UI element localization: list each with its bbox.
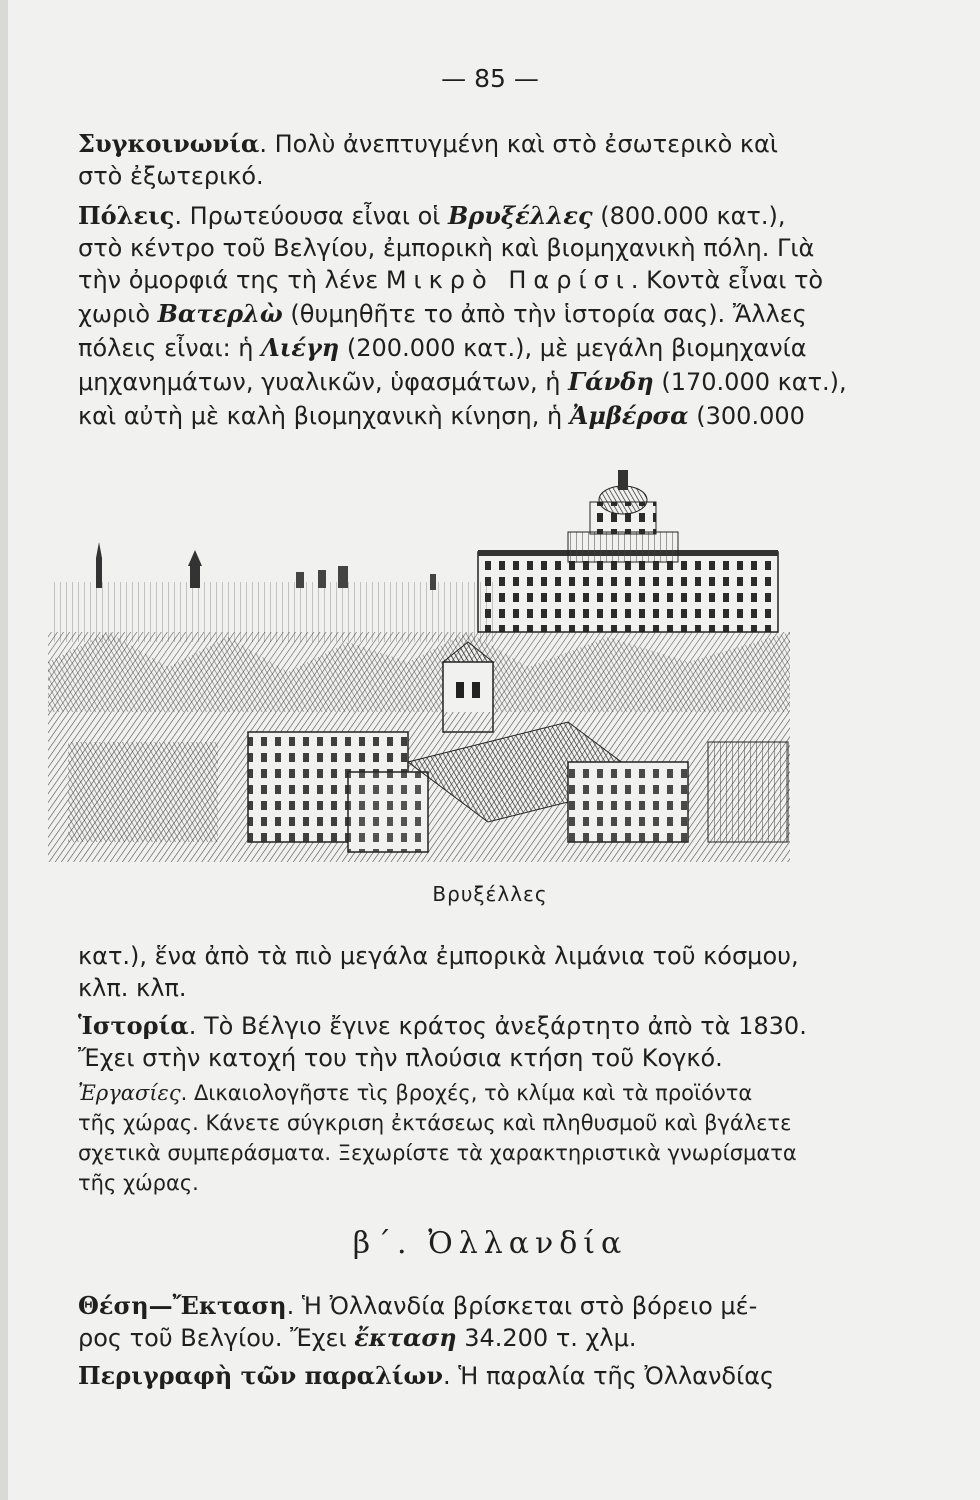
text-line: Ἔχει στὴν κατοχή του τὴν πλούσια κτήση τοῦ Κογκό. bbox=[78, 1044, 723, 1072]
text-line bbox=[78, 1322, 838, 1354]
text-span: . Ἡ Ὀλλανδία βρίσκεται στὸ βόρειο μέ- bbox=[286, 1292, 758, 1320]
text-line bbox=[78, 264, 838, 296]
subheading-coast: Περιγραφὴ τῶν παραλίων bbox=[78, 1361, 444, 1390]
text-line: σχετικὰ συμπεράσματα. Ξεχωρίστε τὰ χαρακτηριστικὰ γνωρίσματα bbox=[78, 1141, 797, 1165]
text-line bbox=[78, 1290, 838, 1322]
city-name: Γάνδη bbox=[568, 367, 654, 396]
text-line: τῆς χώρας. bbox=[78, 1171, 199, 1195]
text-span: . Δικαιολογῆστε τὶς βροχές, τὸ κλίμα καὶ τὰ προϊόντα bbox=[180, 1081, 753, 1105]
text-line bbox=[78, 1360, 838, 1392]
spaced-text: Μικρὸ Παρίσι bbox=[385, 266, 631, 294]
text-span: (170.000 κατ.), bbox=[653, 368, 847, 396]
text-span: πόλεις εἶναι: ἡ bbox=[78, 334, 262, 362]
page-edge bbox=[0, 0, 8, 1500]
text-line: κλπ. κλπ. bbox=[78, 974, 187, 1002]
foreground-buildings bbox=[48, 712, 790, 862]
text-span: . Ἡ παραλία τῆς Ὀλλανδίας bbox=[443, 1362, 775, 1390]
text-line bbox=[78, 1078, 838, 1108]
subheading-position: Θέση—Ἔκταση bbox=[78, 1291, 287, 1320]
city-name: Βατερλὼ bbox=[157, 299, 283, 328]
figure-caption: Βρυξέλλες bbox=[432, 882, 548, 906]
text-span: (300.000 bbox=[688, 402, 805, 430]
text-span: . Πρωτεύουσα εἶναι οἱ bbox=[174, 202, 449, 230]
city-name: Ἀμβέρσα bbox=[569, 401, 689, 430]
text-line: τῆς χώρας. Κάνετε σύγκριση ἐκτάσεως καὶ πληθυσμοῦ καὶ βγάλετε bbox=[78, 1111, 792, 1135]
city-name: Λιέγη bbox=[261, 333, 340, 362]
city-name: Βρυξέλλες bbox=[448, 201, 593, 230]
text-span: . Κοντὰ εἶναι τὸ bbox=[630, 266, 824, 294]
text-line bbox=[78, 128, 838, 160]
text-line bbox=[78, 298, 838, 330]
text-span: . Πολὺ ἀνεπτυγμένη καὶ στὸ ἐσωτερικὸ καὶ bbox=[259, 130, 778, 158]
text-span: (θυμηθῆτε το ἀπὸ τὴν ἱστορία σας). Ἄλλες bbox=[282, 300, 807, 328]
text-span: τὴν ὀμορφιά της τὴ λένε bbox=[78, 266, 386, 294]
text-line: στὸ κέντρο τοῦ Βελγίου, ἐμπορικὴ καὶ βιομηχανικὴ πόλη. Γιὰ bbox=[78, 234, 815, 262]
text-span: μηχανημάτων, γυαλικῶν, ὑφασμάτων, ἡ bbox=[78, 368, 569, 396]
text-span: χωριὸ bbox=[78, 300, 158, 328]
term-area: ἔκταση bbox=[354, 1323, 457, 1352]
text-line bbox=[78, 366, 847, 398]
text-span: . Τὸ Βέλγιο ἔγινε κράτος ἀνεξάρτητο ἀπὸ τὰ 1830. bbox=[188, 1012, 807, 1040]
brussels-illustration bbox=[48, 462, 790, 862]
subheading-exercises: Ἐργασίες bbox=[78, 1081, 181, 1105]
page-number: — 85 — bbox=[441, 64, 539, 93]
text-line bbox=[78, 400, 838, 432]
text-span: (200.000 κατ.), μὲ μεγάλη βιομηχανία bbox=[339, 334, 807, 362]
subheading-history: Ἱστορία bbox=[78, 1011, 189, 1040]
text-line bbox=[78, 332, 838, 364]
text-line bbox=[78, 200, 838, 232]
text-span: 34.200 τ. χλμ. bbox=[456, 1324, 637, 1352]
text-line: στὸ ἐξωτερικό. bbox=[78, 162, 264, 190]
text-span: ρος τοῦ Βελγίου. Ἔχει bbox=[78, 1324, 355, 1352]
text-span: καὶ αὐτὴ μὲ καλὴ βιομηχανικὴ κίνηση, ἡ bbox=[78, 402, 570, 430]
text-line bbox=[78, 1010, 838, 1042]
text-line: κατ.), ἕνα ἀπὸ τὰ πιὸ μεγάλα ἐμπορικὰ λιμάνια τοῦ κόσμου, bbox=[78, 942, 799, 970]
text-span: (800.000 κατ.), bbox=[592, 202, 786, 230]
section-heading: β΄. Ὀλλανδία bbox=[352, 1226, 628, 1261]
subheading-cities: Πόλεις bbox=[78, 201, 175, 230]
subheading-communication: Συγκοινωνία bbox=[78, 129, 260, 158]
